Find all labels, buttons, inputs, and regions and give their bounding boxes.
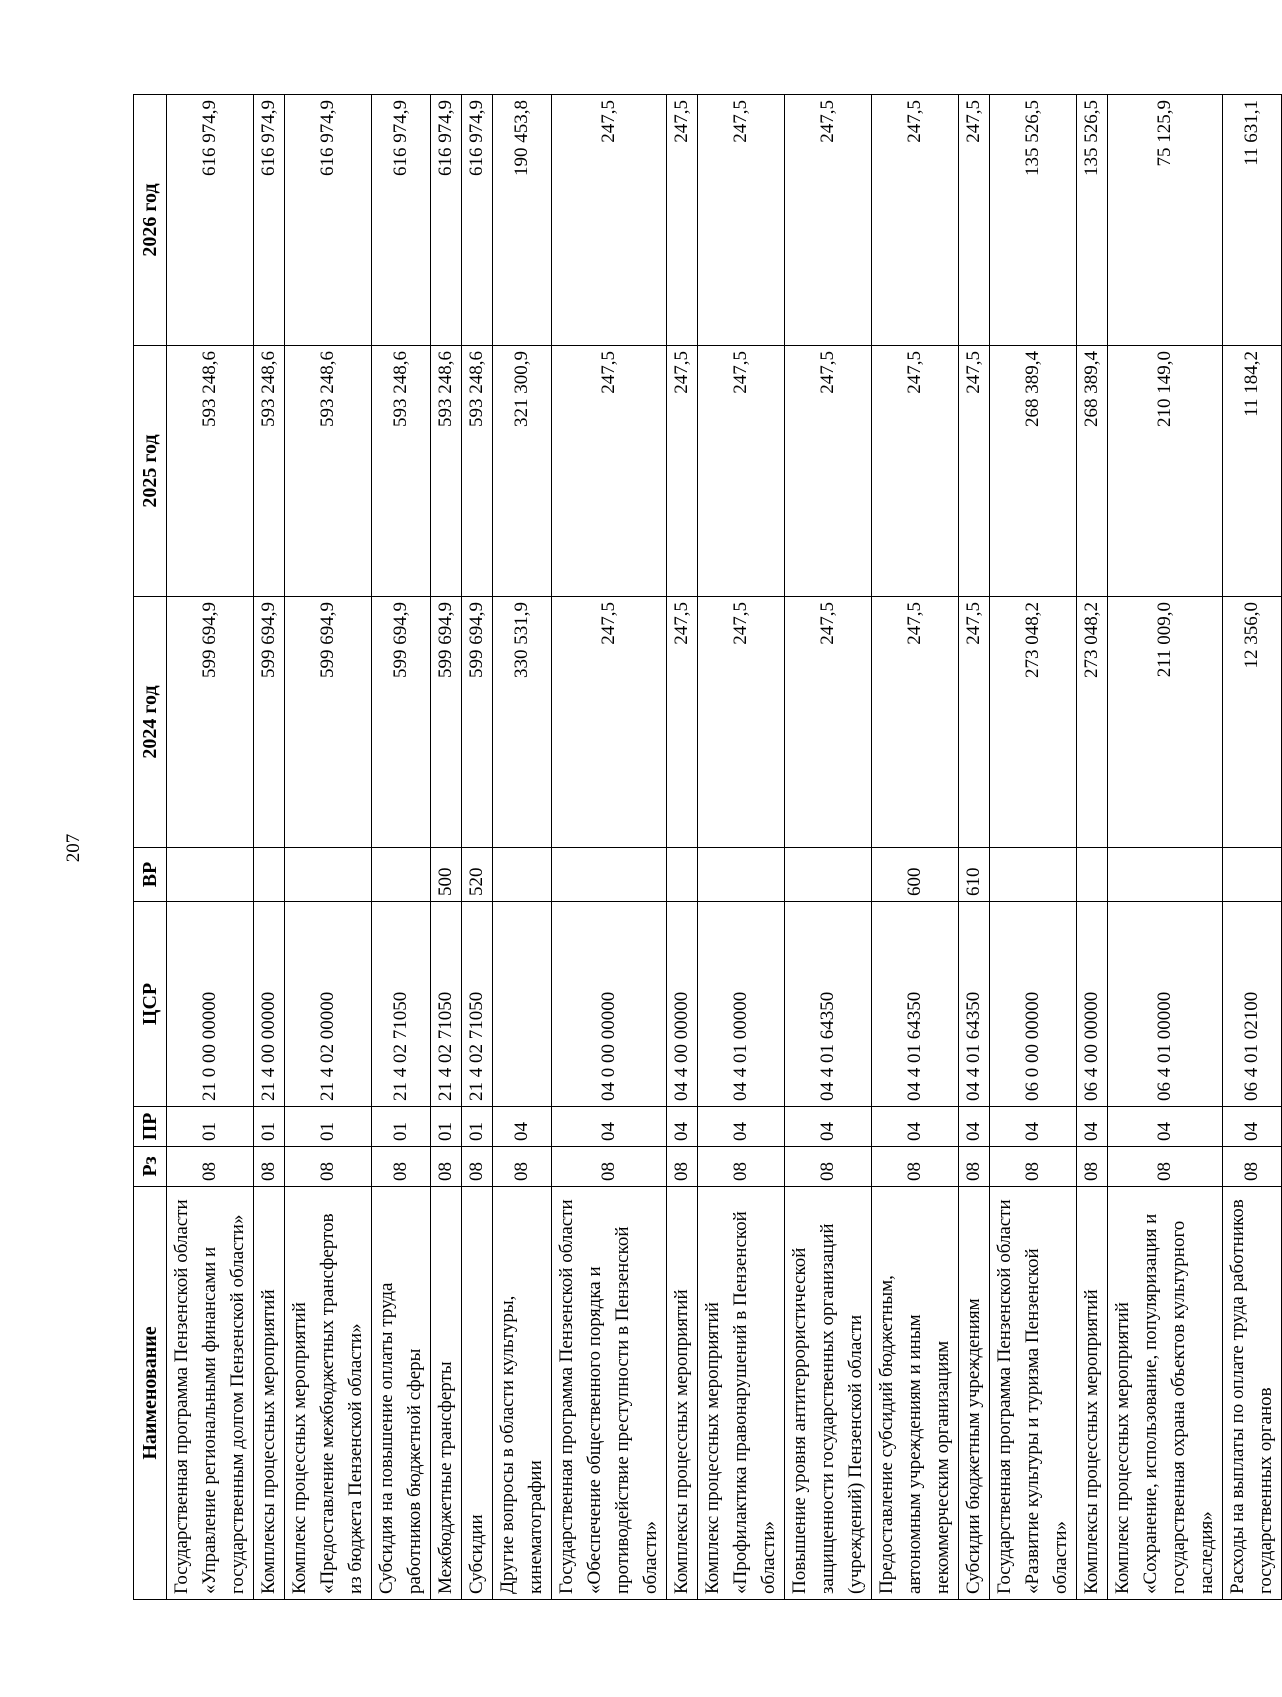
cell-y2026: 247,5 <box>552 95 667 346</box>
cell-y2024: 599 694,9 <box>462 597 493 848</box>
cell-y2026: 247,5 <box>872 95 959 346</box>
cell-y2025: 247,5 <box>552 346 667 597</box>
cell-csr: 04 4 01 64350 <box>785 902 872 1107</box>
cell-y2024: 247,5 <box>667 597 698 848</box>
table-row <box>493 95 552 1600</box>
cell-y2025: 593 248,6 <box>254 346 285 597</box>
cell-rz: 08 <box>552 1147 667 1187</box>
cell-csr: 04 4 01 00000 <box>698 902 785 1107</box>
cell-name: Межбюджетные трансферты <box>431 1187 462 1600</box>
cell-name: Субсидии <box>462 1187 493 1600</box>
cell-name: Государственная программа Пензенской области «Развитие культуры и туризма Пензенской области» <box>990 1187 1077 1600</box>
cell-csr: 04 4 01 64350 <box>959 902 990 1107</box>
budget-table <box>133 94 1282 1600</box>
cell-csr: 06 4 01 02100 <box>1223 902 1282 1107</box>
cell-y2024: 599 694,9 <box>254 597 285 848</box>
cell-csr: 21 4 02 71050 <box>462 902 493 1107</box>
cell-pr: 01 <box>167 1107 254 1147</box>
cell-y2024: 273 048,2 <box>1077 597 1108 848</box>
cell-vr <box>1223 848 1282 902</box>
cell-csr: 04 4 00 00000 <box>667 902 698 1107</box>
cell-y2025: 593 248,6 <box>372 346 431 597</box>
cell-y2026: 11 631,1 <box>1223 95 1282 346</box>
cell-name: Комплекс процессных мероприятий «Сохранение, использование, популяризация и государственная охрана объектов культурного наследия» <box>1108 1187 1223 1600</box>
cell-name: Комплексы процессных мероприятий <box>1077 1187 1108 1600</box>
cell-y2024: 599 694,9 <box>285 597 372 848</box>
cell-name: Комплекс процессных мероприятий «Предоставление межбюджетных трансфертов из бюджета Пензенской области» <box>285 1187 372 1600</box>
cell-vr <box>254 848 285 902</box>
cell-vr <box>285 848 372 902</box>
cell-csr: 21 4 02 71050 <box>372 902 431 1107</box>
table-row <box>698 95 785 1600</box>
cell-y2024: 12 356,0 <box>1223 597 1282 848</box>
cell-y2025: 247,5 <box>667 346 698 597</box>
cell-pr: 04 <box>698 1107 785 1147</box>
cell-y2026: 616 974,9 <box>254 95 285 346</box>
cell-y2025: 268 389,4 <box>1077 346 1108 597</box>
table-row <box>254 95 285 1600</box>
cell-rz: 08 <box>698 1147 785 1187</box>
cell-y2026: 616 974,9 <box>285 95 372 346</box>
cell-name: Другие вопросы в области культуры, кинематографии <box>493 1187 552 1600</box>
cell-vr: 600 <box>872 848 959 902</box>
cell-y2024: 247,5 <box>698 597 785 848</box>
cell-pr: 01 <box>372 1107 431 1147</box>
cell-y2024: 330 531,9 <box>493 597 552 848</box>
header-2025: 2025 год <box>134 346 167 597</box>
cell-name: Государственная программа Пензенской области «Управление региональными финансами и государственным долгом Пензенской области» <box>167 1187 254 1600</box>
cell-y2025: 593 248,6 <box>167 346 254 597</box>
cell-y2025: 321 300,9 <box>493 346 552 597</box>
table-row <box>667 95 698 1600</box>
cell-rz: 08 <box>431 1147 462 1187</box>
cell-name: Государственная программа Пензенской области «Обеспечение общественного порядка и противодействие преступности в Пензенской области» <box>552 1187 667 1600</box>
cell-y2026: 135 526,5 <box>1077 95 1108 346</box>
cell-vr <box>785 848 872 902</box>
table-row <box>285 95 372 1600</box>
cell-y2025: 11 184,2 <box>1223 346 1282 597</box>
header-pr: ПР <box>134 1107 167 1147</box>
cell-y2024: 247,5 <box>959 597 990 848</box>
cell-name: Комплекс процессных мероприятий «Профилактика правонарушений в Пензенской области» <box>698 1187 785 1600</box>
page-number: 207 <box>63 833 84 863</box>
cell-rz: 08 <box>667 1147 698 1187</box>
table-row <box>785 95 872 1600</box>
cell-csr: 06 0 00 00000 <box>990 902 1077 1107</box>
cell-vr: 610 <box>959 848 990 902</box>
table-row <box>959 95 990 1600</box>
cell-y2025: 268 389,4 <box>990 346 1077 597</box>
cell-y2026: 616 974,9 <box>462 95 493 346</box>
cell-csr: 06 4 01 00000 <box>1108 902 1223 1107</box>
cell-y2025: 247,5 <box>785 346 872 597</box>
cell-pr: 01 <box>462 1107 493 1147</box>
cell-csr: 06 4 00 00000 <box>1077 902 1108 1107</box>
cell-pr: 04 <box>552 1107 667 1147</box>
cell-y2024: 247,5 <box>785 597 872 848</box>
cell-rz: 08 <box>959 1147 990 1187</box>
table-row <box>1108 95 1223 1600</box>
cell-y2025: 247,5 <box>872 346 959 597</box>
cell-pr: 04 <box>493 1107 552 1147</box>
cell-vr <box>1077 848 1108 902</box>
header-2024: 2024 год <box>134 597 167 848</box>
cell-pr: 04 <box>990 1107 1077 1147</box>
cell-y2024: 247,5 <box>552 597 667 848</box>
cell-vr <box>372 848 431 902</box>
header-name: Наименование <box>134 1187 167 1600</box>
cell-pr: 04 <box>872 1107 959 1147</box>
cell-pr: 04 <box>667 1107 698 1147</box>
table-row <box>872 95 959 1600</box>
table-row <box>167 95 254 1600</box>
cell-name: Предоставление субсидий бюджетным, автономным учреждениям и иным некоммерческим организациям <box>872 1187 959 1600</box>
cell-name: Субсидия на повышение оплаты труда работников бюджетной сферы <box>372 1187 431 1600</box>
cell-csr: 21 4 02 00000 <box>285 902 372 1107</box>
cell-vr <box>698 848 785 902</box>
table-row <box>1077 95 1108 1600</box>
cell-vr <box>493 848 552 902</box>
cell-name: Повышение уровня антитеррористической защищенности государственных организаций (учреждений) Пензенской области <box>785 1187 872 1600</box>
cell-rz: 08 <box>462 1147 493 1187</box>
table-row <box>372 95 431 1600</box>
cell-y2026: 616 974,9 <box>167 95 254 346</box>
cell-pr: 04 <box>1077 1107 1108 1147</box>
table-row <box>552 95 667 1600</box>
cell-rz: 08 <box>785 1147 872 1187</box>
cell-y2026: 247,5 <box>667 95 698 346</box>
table-row <box>431 95 462 1600</box>
cell-y2024: 599 694,9 <box>372 597 431 848</box>
cell-pr: 04 <box>1223 1107 1282 1147</box>
cell-csr: 04 0 00 00000 <box>552 902 667 1107</box>
cell-pr: 04 <box>959 1107 990 1147</box>
cell-rz: 08 <box>493 1147 552 1187</box>
cell-y2026: 616 974,9 <box>372 95 431 346</box>
cell-y2024: 211 009,0 <box>1108 597 1223 848</box>
table-header-row <box>134 95 167 1600</box>
cell-name: Комплексы процессных мероприятий <box>254 1187 285 1600</box>
table-row <box>990 95 1077 1600</box>
cell-y2025: 593 248,6 <box>462 346 493 597</box>
cell-rz: 08 <box>1223 1147 1282 1187</box>
table-body <box>167 95 1282 1600</box>
cell-y2025: 247,5 <box>959 346 990 597</box>
cell-y2026: 247,5 <box>785 95 872 346</box>
cell-y2024: 599 694,9 <box>167 597 254 848</box>
cell-name: Субсидии бюджетным учреждениям <box>959 1187 990 1600</box>
cell-rz: 08 <box>872 1147 959 1187</box>
cell-vr <box>167 848 254 902</box>
cell-y2026: 75 125,9 <box>1108 95 1223 346</box>
cell-csr: 21 4 00 00000 <box>254 902 285 1107</box>
cell-y2026: 135 526,5 <box>990 95 1077 346</box>
cell-rz: 08 <box>372 1147 431 1187</box>
cell-y2024: 599 694,9 <box>431 597 462 848</box>
cell-pr: 01 <box>431 1107 462 1147</box>
cell-csr <box>493 902 552 1107</box>
cell-csr: 21 4 02 71050 <box>431 902 462 1107</box>
cell-vr: 520 <box>462 848 493 902</box>
cell-pr: 01 <box>285 1107 372 1147</box>
cell-name: Комплексы процессных мероприятий <box>667 1187 698 1600</box>
cell-y2024: 247,5 <box>872 597 959 848</box>
cell-pr: 04 <box>1108 1107 1223 1147</box>
cell-rz: 08 <box>167 1147 254 1187</box>
cell-y2026: 247,5 <box>959 95 990 346</box>
cell-rz: 08 <box>254 1147 285 1187</box>
table-row <box>462 95 493 1600</box>
cell-name: Расходы на выплаты по оплате труда работников государственных органов <box>1223 1187 1282 1600</box>
header-2026: 2026 год <box>134 95 167 346</box>
cell-pr: 04 <box>785 1107 872 1147</box>
rotated-table-container <box>133 95 1276 1600</box>
header-csr: ЦСР <box>134 902 167 1107</box>
cell-y2026: 247,5 <box>698 95 785 346</box>
header-vr: ВР <box>134 848 167 902</box>
cell-csr: 21 0 00 00000 <box>167 902 254 1107</box>
cell-vr <box>552 848 667 902</box>
cell-rz: 08 <box>285 1147 372 1187</box>
cell-y2026: 190 453,8 <box>493 95 552 346</box>
cell-rz: 08 <box>990 1147 1077 1187</box>
cell-y2025: 247,5 <box>698 346 785 597</box>
cell-csr: 04 4 01 64350 <box>872 902 959 1107</box>
cell-pr: 01 <box>254 1107 285 1147</box>
cell-y2024: 273 048,2 <box>990 597 1077 848</box>
cell-y2025: 210 149,0 <box>1108 346 1223 597</box>
cell-rz: 08 <box>1077 1147 1108 1187</box>
cell-y2026: 616 974,9 <box>431 95 462 346</box>
table-row <box>1223 95 1282 1600</box>
cell-y2025: 593 248,6 <box>431 346 462 597</box>
cell-y2025: 593 248,6 <box>285 346 372 597</box>
cell-vr <box>1108 848 1223 902</box>
cell-vr <box>990 848 1077 902</box>
cell-vr: 500 <box>431 848 462 902</box>
header-rz: Рз <box>134 1147 167 1187</box>
cell-rz: 08 <box>1108 1147 1223 1187</box>
cell-vr <box>667 848 698 902</box>
